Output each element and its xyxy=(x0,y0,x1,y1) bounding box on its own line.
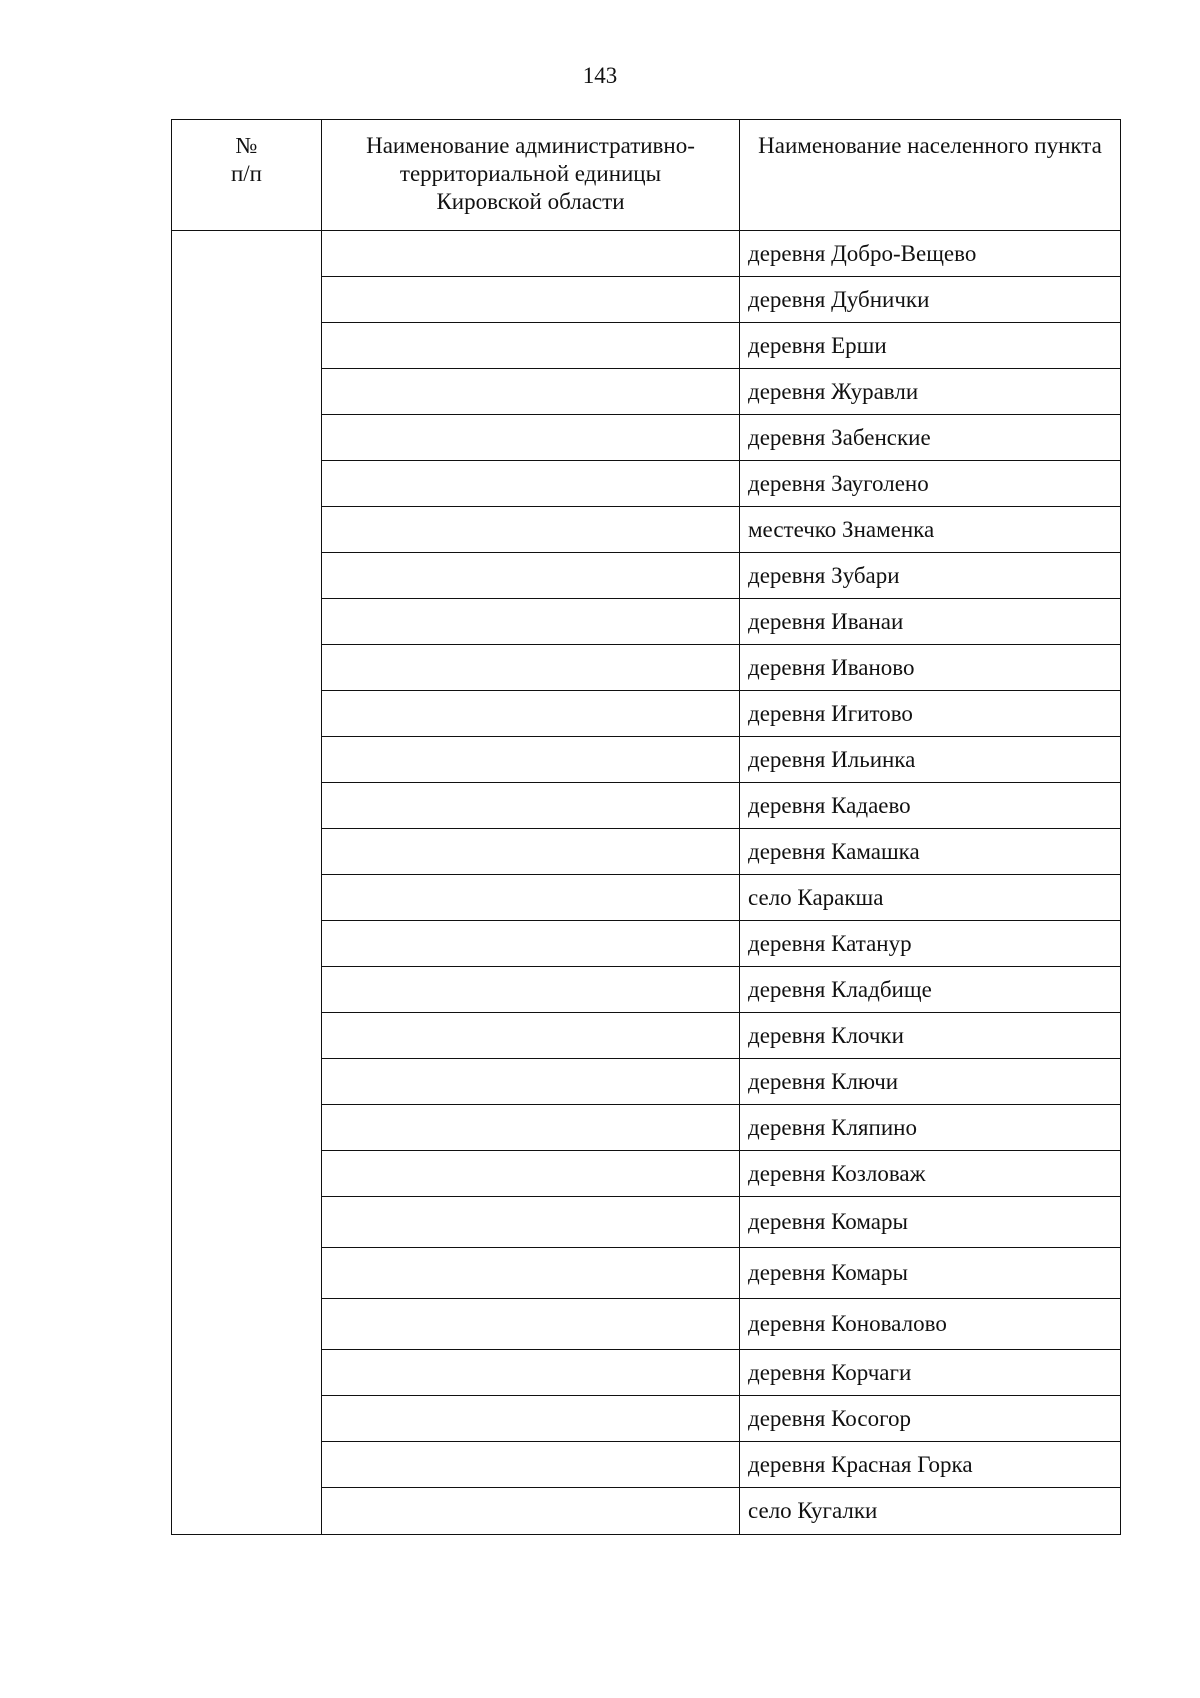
header-number xyxy=(172,120,322,230)
table-row xyxy=(322,1197,1120,1248)
table-row xyxy=(322,1059,1120,1105)
admin-unit-cell xyxy=(322,369,740,414)
settlement-cell: деревня Ключи xyxy=(748,1068,899,1094)
table-row xyxy=(322,231,1120,277)
admin-unit-cell xyxy=(322,1299,740,1349)
settlement-cell: деревня Корчаги xyxy=(748,1359,912,1385)
settlements-table xyxy=(171,119,1121,1535)
admin-unit-cell xyxy=(322,231,740,276)
admin-unit-cell xyxy=(322,1197,740,1247)
admin-unit-cell xyxy=(322,691,740,736)
table-row xyxy=(322,875,1120,921)
settlement-cell: деревня Клочки xyxy=(748,1022,904,1048)
table-row xyxy=(322,1151,1120,1197)
settlement-cell: деревня Ерши xyxy=(748,332,887,358)
table-row xyxy=(322,415,1120,461)
table-row xyxy=(322,1299,1120,1350)
settlement-cell: деревня Козловаж xyxy=(748,1160,926,1186)
admin-unit-cell xyxy=(322,461,740,506)
settlement-cell: деревня Кладбище xyxy=(748,976,932,1002)
table-row xyxy=(322,461,1120,507)
header-settlement: Наименование населенного пункта xyxy=(758,133,1102,158)
settlement-cell: деревня Зубари xyxy=(748,562,900,588)
settlement-cell: деревня Комары xyxy=(748,1260,908,1285)
admin-unit-cell xyxy=(322,967,740,1012)
table-row xyxy=(322,829,1120,875)
admin-unit-cell xyxy=(322,1350,740,1395)
admin-unit-cell xyxy=(322,783,740,828)
table-row xyxy=(322,553,1120,599)
settlement-cell: деревня Комары xyxy=(748,1209,908,1234)
settlement-cell: деревня Дубнички xyxy=(748,286,930,312)
table-row xyxy=(322,1105,1120,1151)
header-admin-line1: Наименование административно- xyxy=(366,133,695,158)
admin-unit-cell xyxy=(322,829,740,874)
admin-unit-cell xyxy=(322,1013,740,1058)
admin-unit-cell xyxy=(322,1488,740,1534)
table-rows xyxy=(322,231,1120,1534)
settlement-cell: деревня Забенские xyxy=(748,424,931,450)
header-admin-unit xyxy=(322,120,740,230)
number-column-cell xyxy=(172,231,322,1534)
table-row xyxy=(322,783,1120,829)
settlement-cell: деревня Ильинка xyxy=(748,746,916,772)
header-admin-line2: территориальной единицы xyxy=(399,161,662,186)
settlement-cell: деревня Журавли xyxy=(748,378,919,404)
settlement-cell: деревня Кадаево xyxy=(748,792,911,818)
admin-unit-cell xyxy=(322,645,740,690)
admin-unit-cell xyxy=(322,323,740,368)
settlement-cell: деревня Добро-Вещево xyxy=(748,240,977,266)
admin-unit-cell xyxy=(322,553,740,598)
settlement-cell: деревня Игитово xyxy=(748,700,913,726)
table-row xyxy=(322,921,1120,967)
table-row xyxy=(322,277,1120,323)
admin-unit-cell xyxy=(322,507,740,552)
admin-unit-cell xyxy=(322,277,740,322)
table-row xyxy=(322,369,1120,415)
settlement-cell: деревня Косогор xyxy=(748,1405,911,1431)
settlement-cell: село Кугалки xyxy=(748,1498,878,1523)
admin-unit-cell xyxy=(322,1105,740,1150)
table-row xyxy=(322,1350,1120,1396)
table-row xyxy=(322,507,1120,553)
admin-unit-cell xyxy=(322,599,740,644)
settlement-cell: село Каракша xyxy=(748,884,884,910)
settlement-cell: местечко Знаменка xyxy=(748,516,935,542)
admin-unit-cell xyxy=(322,415,740,460)
table-row xyxy=(322,1396,1120,1442)
table-row xyxy=(322,691,1120,737)
settlement-cell: деревня Камашка xyxy=(748,838,920,864)
admin-unit-cell xyxy=(322,875,740,920)
table-row xyxy=(322,599,1120,645)
table-row xyxy=(322,1488,1120,1534)
table-row xyxy=(322,323,1120,369)
table-body xyxy=(172,231,1120,1534)
admin-unit-cell xyxy=(322,1396,740,1441)
settlement-cell: деревня Катанур xyxy=(748,930,912,956)
table-row xyxy=(322,1013,1120,1059)
admin-unit-cell xyxy=(322,1442,740,1487)
admin-unit-cell xyxy=(322,1059,740,1104)
table-row xyxy=(322,1442,1120,1488)
admin-unit-cell xyxy=(322,1151,740,1196)
header-admin-line3: Кировской области xyxy=(436,189,625,214)
settlement-cell: деревня Иванаи xyxy=(748,608,904,634)
settlement-cell: деревня Иваново xyxy=(748,654,915,680)
settlement-cell: деревня Кляпино xyxy=(748,1114,917,1140)
table-row xyxy=(322,967,1120,1013)
settlement-cell: деревня Коноваловo xyxy=(748,1311,947,1336)
header-number-line1: № xyxy=(235,133,258,158)
settlement-cell: деревня Зауголено xyxy=(748,470,929,496)
admin-unit-cell xyxy=(322,1248,740,1298)
page-number: 143 xyxy=(582,63,618,88)
table-header-row xyxy=(172,120,1120,231)
header-number-line2: п/п xyxy=(230,161,262,186)
table-row xyxy=(322,737,1120,783)
table-row xyxy=(322,1248,1120,1299)
settlement-cell: деревня Красная Горка xyxy=(748,1451,973,1477)
table-row xyxy=(322,645,1120,691)
admin-unit-cell xyxy=(322,921,740,966)
admin-unit-cell xyxy=(322,737,740,782)
